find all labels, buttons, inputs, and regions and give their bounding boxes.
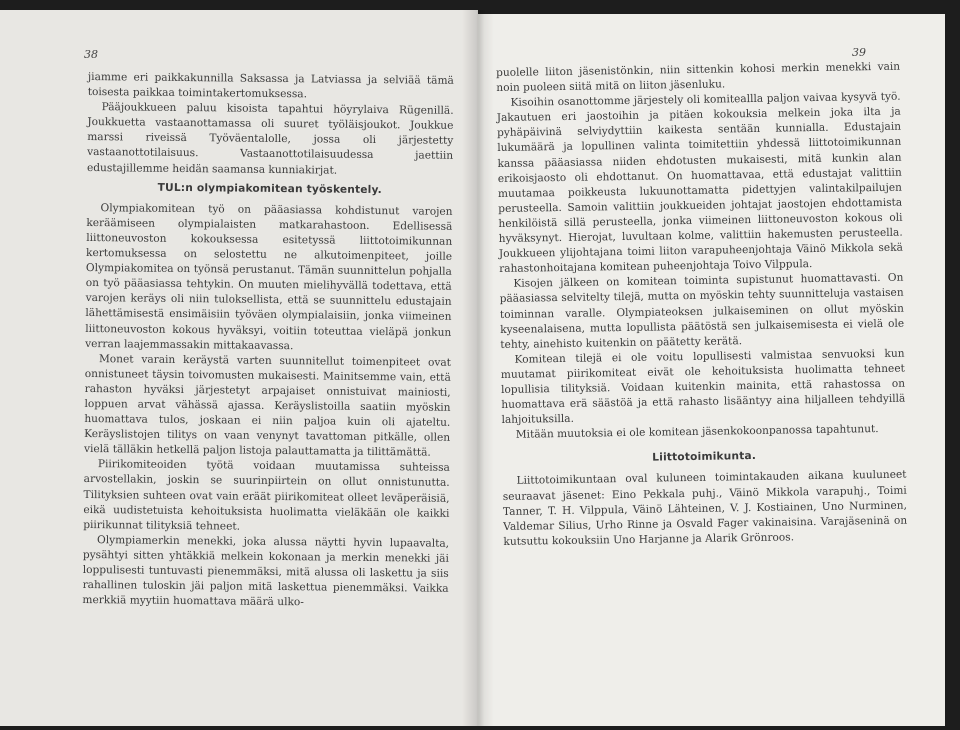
paragraph: Kisoihin osanottomme järjestely oli komiteallla paljon vaivaa kysyvä työ. Jakautuen eri jaostoihin ja pitäen kokouksia melkein joka ilta ja pyhäpäivinä selviydyttiin kaikesta sentään kunnialla. Edustajain lukumäärä ja lopullinen valinta toimitettiin yhdessä liittotoimikunnan kanssa pääasiassa niiden ehdotusten mukaisesti, mitä kunkin alan erikoisjaosto oli ehdottanut. On huomattavaa, että edustajat valittiin muutamaa poikkeusta lukuunottamatta pidettyjen valintakilpailujen perusteella. Samoin valittiin joukkueiden johtajat jaostojen ehdottamista henkilöistä sillä perusteella, jonka viimeinen liittoneuvoston kokous oli hyväksynyt. Hierojat, luvultaan kolme, valittiin hakemusten perusteella. Joukkueen ylijohtajana toimi liiton varapuheenjohtaja Väinö Mikkola sekä rahastonhoitajana komitean puheenjohtaja Toivo Vilppula. <box>496 90 903 276</box>
section-heading-liittotoimikunta: Liittotoimikunta. <box>652 450 757 464</box>
paragraph: Kisojen jälkeen on komitean toiminta supistunut huomattavasti. On pääasiassa selvitelty tilejä, mutta on myöskin tehty suunnitteluja vastaisen toiminnan varalle. Olympiateoksen julkaiseminen on ollut myöskin kyseenalaisena, mutta lopullista päätöstä sen julkaisemisesta ei vielä ole tehty, ainehisto kuitenkin on päätetty kerätä. <box>499 271 905 351</box>
book-gutter-shadow <box>462 10 494 726</box>
left-page-number: 38 <box>84 48 98 61</box>
paragraph: Monet varain keräystä varten suunnitellut toimenpiteet ovat onnistuneet täysin toivomusten mukaisesti. Mainitsemme vain, että rahaston hyväksi järjestetyt arpajaiset onnistuivat mainiosti, loppuen arvat vähässä ajassa. Keräyslistoilla saatiin myöskin huomattava tulos, joskaan ei niin paljoa kuin oli ajateltu. Keräyslistojen tilitys on vaan venynyt tavattoman pitkälle, ollen vielä tälläkin hetkellä paljon listoja palauttamatta ja tilittämättä. <box>83 352 452 459</box>
left-page <box>0 10 478 726</box>
paragraph: Olympiamerkin menekki, joka alussa näytti hyvin lupaavalta, pysähtyi sitten yhtäkkiä melkein kokonaan ja merkin menekki jäi loppulisesti tuntuvasti pienemmäksi, mitä alussa oli laskettu ja siis rahallinen tuloskin jäi paljon mitä laskettua pienemmäksi. Vaikka merkkiä myytiin huomattava määrä ulko- <box>82 533 450 609</box>
paragraph: Mitään muutoksia ei ole komitean jäsenkokoonpanossa tapahtunut. <box>515 423 879 441</box>
paragraph: Komitean tilejä ei ole voitu lopullisesti valmistaa senvuoksi kun muutamat piirikomiteat eivät ole kehoituksista huolimatta tehneet lopullisia tilityksiä. Voidaan kuitenkin mainita, että rahastossa on huomattava erä säästöä ja että rahasto lisääntyy aina hiljalleen tehdyillä lahjoituksilla. <box>500 347 906 427</box>
right-page-number: 39 <box>852 46 866 59</box>
right-page-text <box>496 60 908 550</box>
paragraph: Olympiakomitean työ on pääasiassa kohdistunut varojen keräämiseen olympialaisten matkarahastoon. Edellisessä liittoneuvoston kokouksessa esitetyssä liittotoimikunnan kertomuksessa on selostettu ne alkutoimenpiteet, joille Olympiakomitea on työnsä perustanut. Tämän suunnittelun pohjalla on työ pääasiassa tehtykin. On muuten mielihyvällä todettava, että varojen keräys oli niin tuloksellista, että se suunnittelu edustajain lähettämisestä ensimäisiin työväen olympialaisiin, jonka viimeinen liittoneuvoston kokous hyväksyi, voitiin toteuttaa vieläpä jonkun verran laajemmassakin mittakaavassa. <box>85 201 453 352</box>
section-heading-olympiakomitea: TUL:n olympiakomitean työskentely. <box>157 181 382 196</box>
left-page-text <box>82 70 454 612</box>
paragraph: jiamme eri paikkakunnilla Saksassa ja Latviassa ja selviää tämä toisesta paikkaa toimintakertomuksessa. <box>87 70 454 101</box>
right-page <box>478 14 945 726</box>
paragraph: Piirikomiteoiden työtä voidaan muutamissa suhteissa arvostellakin, joskin se suurinpiirtein on ollut onnistunutta. Tilityksien suhteen ovat vain eräät piirikomiteat olleet leväperäisiä, eikä uudistetuista kehoituksista huolimatta vieläkään ole kaikki piirikunnat tilityksiä tehneet. <box>83 458 450 533</box>
paragraph: Pääjoukkueen paluu kisoista tapahtui höyrylaiva Rügenillä. Joukkuetta vastaanottamassa oli suuret työläisjoukot. Joukkue marssi riveissä Työväentalolle, jossa oli järjestetty vastaanottotilaisuus. Vastaanottotilaisuudessa jaettiin edustajillemme heidän saamansa kunniakirjat. <box>86 101 454 177</box>
paragraph: Liittotoimikuntaan oval kuluneen toimintakauden aikana kuuluneet seuraavat jäsenet: Eino Pekkala puhj., Väinö Mikkola varapuhj., Toimi Tanner, T. H. Vilppula, Väinö Lähteinen, V. J. Kostiainen, Uno Nurminen, Valdemar Silius, Urho Rinne ja Osvald Fager vakinaisina. Varajäseninä on kutsuttu kokouksiin Uno Harjanne ja Alarik Grönroos. <box>502 469 908 548</box>
paragraph: puolelle liiton jäsenistönkin, niin sittenkin kohosi merkin menekki vain noin puoleen siitä mitä on liiton jäsenluku. <box>496 60 901 95</box>
